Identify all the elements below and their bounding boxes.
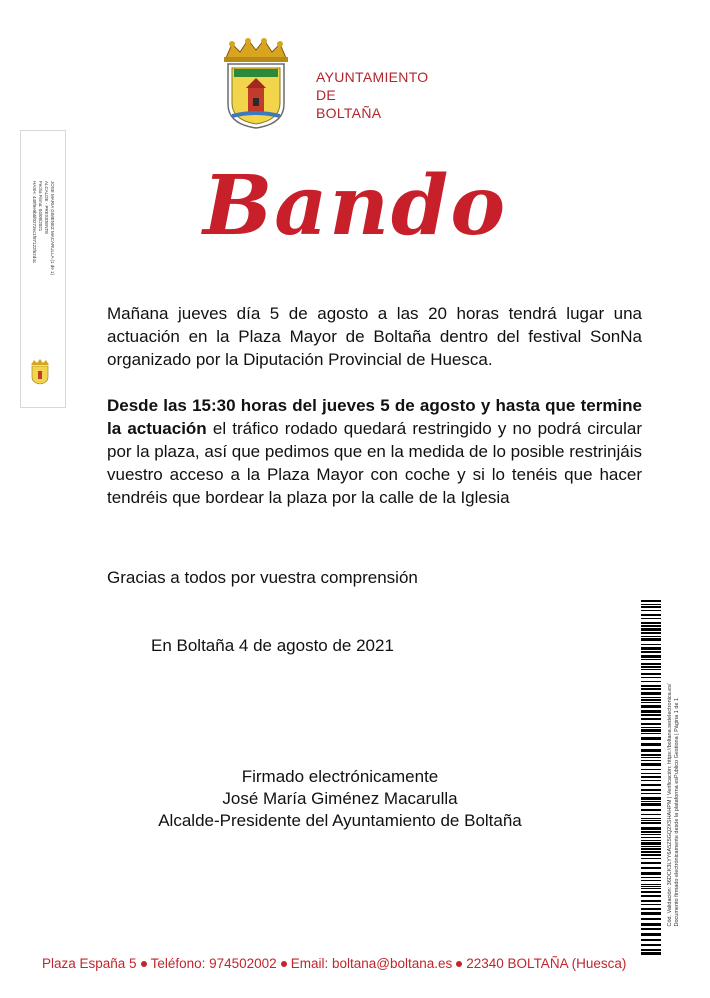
barcode-bar xyxy=(641,820,661,821)
barcode-bar xyxy=(641,614,661,616)
barcode-bar xyxy=(641,862,661,864)
barcode-bar xyxy=(641,886,661,887)
barcode-bar xyxy=(641,710,661,713)
barcode-bar xyxy=(641,618,661,619)
barcode-bar xyxy=(641,723,661,725)
barcode-bar xyxy=(641,651,661,653)
signature-name: José María Giménez Macarulla xyxy=(222,789,458,808)
verification-text xyxy=(664,650,684,960)
stamp-line-4: HASH: 448f9e9b5f0273ec1f87122f62d4c xyxy=(32,181,37,264)
barcode-bar xyxy=(641,677,661,678)
crest-logo xyxy=(218,38,294,130)
barcode-bar xyxy=(641,891,661,893)
barcode-bar xyxy=(641,757,661,758)
barcode-bar xyxy=(641,851,661,853)
place-date: En Boltaña 4 de agosto de 2021 xyxy=(151,636,394,655)
barcode-bar xyxy=(641,644,661,645)
barcode-bar xyxy=(641,884,661,885)
barcode-bar xyxy=(641,809,661,811)
barcode-bar xyxy=(641,754,661,756)
closing-text: Gracias a todos por vuestra comprensión xyxy=(107,568,418,587)
signature-title: Alcalde-Presidente del Ayuntamiento de Boltaña xyxy=(158,811,522,830)
footer-postal: 22340 BOLTAÑA (Huesca) xyxy=(466,956,627,971)
barcode-bar xyxy=(641,628,661,631)
bullet-icon xyxy=(281,961,287,967)
barcode-bar xyxy=(641,600,661,602)
barcode-bar xyxy=(641,837,661,838)
barcode-bar xyxy=(641,697,661,698)
barcode-bar xyxy=(641,737,661,740)
stamp-line-1: JOSE MARIA GIMENEZ MACARULLA (1 de 1) xyxy=(50,181,55,276)
barcode-bar xyxy=(641,872,661,875)
barcode-bar xyxy=(641,733,661,734)
footer-address: Plaza España 5 xyxy=(42,956,137,971)
bullet-icon xyxy=(456,961,462,967)
barcode-bar xyxy=(641,743,661,746)
barcode-bar xyxy=(641,848,661,850)
restriction-bold-text: Desde las 15:30 horas del jueves 5 de agosto y hasta que termine la actuación xyxy=(107,396,642,438)
barcode-bar xyxy=(641,702,661,703)
barcode-bar xyxy=(641,669,661,670)
barcode-bar xyxy=(641,655,661,658)
verification-line-2: Documento firmado electrónicamente desde la plataforma esPublico Gestiona | Página 1 de 1 xyxy=(674,697,680,927)
barcode-bar xyxy=(641,867,661,869)
barcode-bar xyxy=(641,895,661,897)
barcode-bar xyxy=(641,622,661,624)
footer-contact xyxy=(42,956,626,971)
barcode-bar xyxy=(641,944,661,946)
barcode-bar xyxy=(641,912,661,915)
barcode-bar xyxy=(641,904,661,905)
barcode-bar xyxy=(641,846,661,847)
paragraph-announcement: Mañana jueves día 5 de agosto a las 20 horas tendrá lugar una actuación en la Plaza Mayor de Boltaña dentro del festival SonNa organizado por la Diputación Provincial de Huesca. xyxy=(107,304,642,369)
barcode-bar xyxy=(641,632,661,634)
barcode-bar xyxy=(641,923,661,926)
barcode-bar xyxy=(641,763,661,766)
barcode-bar xyxy=(641,699,661,701)
footer-phone: Teléfono: 974502002 xyxy=(150,956,277,971)
barcode-bar xyxy=(641,918,661,920)
barcode-bar xyxy=(641,692,661,695)
barcode-bar xyxy=(641,933,661,936)
barcode-bar xyxy=(641,880,661,881)
barcode-bar xyxy=(641,606,661,608)
page-title: Bando xyxy=(202,158,508,254)
stamp-text xyxy=(31,181,55,381)
paragraph-restriction xyxy=(107,394,642,509)
barcode-bar xyxy=(641,610,661,611)
barcode-bar xyxy=(641,604,661,605)
barcode-bar xyxy=(641,773,661,774)
verification-line-1: Cód. Validación: 36DCK3LYY6A5Z5GQ2XSHAHPM | Verificación: https://boltana.sedelectronica.es/ xyxy=(667,683,673,927)
barcode-bar xyxy=(641,803,661,806)
bullet-icon xyxy=(141,961,147,967)
barcode-bar xyxy=(641,714,661,716)
barcode-bar xyxy=(641,827,661,830)
barcode-bar xyxy=(641,705,661,708)
barcode-bar xyxy=(641,784,661,786)
org-line-1: AYUNTAMIENTO xyxy=(316,69,429,85)
barcode-bar xyxy=(641,638,661,641)
barcode-bar xyxy=(641,858,661,859)
barcode-bar xyxy=(641,877,661,878)
barcode-bar xyxy=(641,801,661,802)
barcode-bar xyxy=(641,789,661,791)
restriction-text: el tráfico rodado quedará restringido y no podrá circular por la plaza, así que pedimos que en la medida de lo posible restrinjáis vuestro acceso a la Plaza Mayor con coche y si lo tenéis que hacer tendréis que bordear la plaza por la calle de la Iglesia xyxy=(107,419,643,507)
barcode-bar xyxy=(641,793,661,794)
barcode-bar xyxy=(641,718,661,720)
signature-block xyxy=(130,766,550,832)
org-line-2: DE xyxy=(316,87,337,103)
barcode-bar xyxy=(641,780,661,781)
signature-stamp xyxy=(20,130,66,408)
barcode-bar xyxy=(641,681,661,682)
barcode-bar xyxy=(641,636,661,637)
barcode-bar xyxy=(641,818,661,819)
barcode-bar xyxy=(641,749,661,752)
barcode-bar xyxy=(641,729,661,732)
barcode-bar xyxy=(641,949,661,951)
barcode-bar xyxy=(641,673,661,675)
footer-email[interactable]: Email: boltana@boltana.es xyxy=(290,956,453,971)
barcode-bar xyxy=(641,834,661,835)
barcode-bar xyxy=(641,814,661,815)
barcode-bar xyxy=(641,842,661,845)
stamp-line-3: Fecha Firma: 04/08/2021 xyxy=(38,181,43,232)
org-line-3: BOLTAÑA xyxy=(316,105,382,121)
barcode-bar xyxy=(641,727,661,728)
barcode-bar xyxy=(641,831,661,833)
barcode-bar xyxy=(641,663,661,665)
barcode-bar xyxy=(641,952,661,955)
barcode-bar xyxy=(641,666,661,668)
validation-barcode xyxy=(641,600,661,960)
stamp-line-2: ALCALDE - PRESIDENTE xyxy=(44,181,49,235)
barcode-bar xyxy=(641,840,661,841)
barcode-bar xyxy=(641,685,661,687)
barcode-bar xyxy=(641,647,661,650)
barcode-bar xyxy=(641,760,661,761)
barcode-bar xyxy=(641,776,661,778)
stamp-crest-icon xyxy=(29,359,51,385)
organization-name xyxy=(316,68,429,122)
barcode-bar xyxy=(641,688,661,690)
barcode-bar xyxy=(641,900,661,902)
barcode-bar xyxy=(641,797,661,800)
barcode-bar xyxy=(641,908,661,910)
barcode-bar xyxy=(641,928,661,930)
barcode-bar xyxy=(641,939,661,941)
barcode-bar xyxy=(641,659,661,660)
barcode-bar xyxy=(641,822,661,824)
barcode-bar xyxy=(641,625,661,627)
barcode-bar xyxy=(641,769,661,770)
signature-line-1: Firmado electrónicamente xyxy=(241,767,439,786)
barcode-bar xyxy=(641,888,661,889)
barcode-bar xyxy=(641,854,661,856)
